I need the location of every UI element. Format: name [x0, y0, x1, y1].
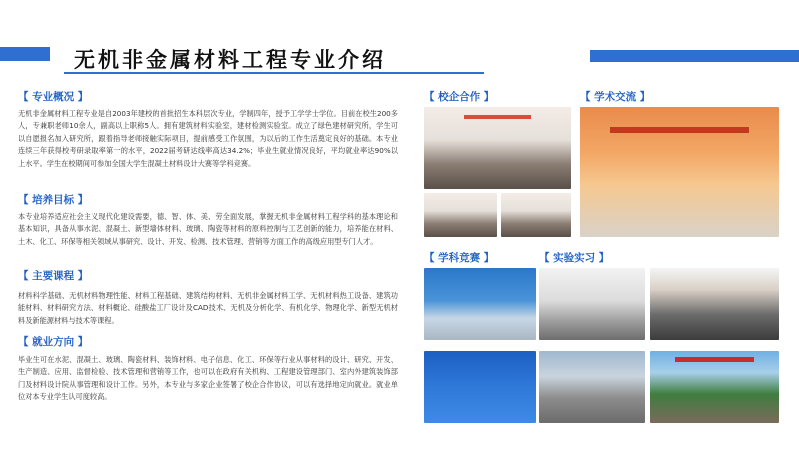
overview-heading: 【 专业概况 】: [18, 91, 89, 103]
school-enterprise-heading: 【 校企合作 】: [424, 91, 495, 103]
internship-group-photo-2: [650, 351, 779, 423]
academic-exchange-photo: [580, 107, 779, 237]
page-title: 无机非金属材料工程专业介绍: [68, 44, 392, 72]
courses-body: 材料科学基础、无机材料物理性能、材料工程基础、建筑结构材料、无机非金属材料工学、无机材料热工设备、建筑功能材料、材料研究方法、材料概论、硅酸盐工厂设计及CAD技术、无机及分析化学、有机化学、物理化学、新型无机材料及新能源材料与技术等课程。: [18, 291, 398, 325]
goals-heading: 【 培养目标 】: [18, 194, 89, 206]
internship-heading: 【 实验实习 】: [539, 252, 610, 264]
header-band-left: [0, 47, 50, 61]
competition-photo-1: [424, 268, 536, 340]
overview-body: 无机非金属材料工程专业是自2003年建校的首批招生本科层次专业，学制四年，授予工学学士学位。目前在校生200多人，专兼职老师10余人，副高以上职称5人。拥有建筑材料实验室，建材检测实验室。成立了绿色建材研究所，学生可以自愿报名加入研究所，跟着指导老师接触实际项目，提前感受工作氛围，为以后的工作生活奠定良好的基础。本专业连续三年获得校考研录取率第一的水平，2022届考研达线率高达34.2%；毕业生就业情况良好，平均就业率达90%以上水平。学生在校期间可参加全国大学生混凝土材料设计大赛等学科竞赛。: [18, 109, 398, 168]
cooperation-photo-small-1: [424, 193, 497, 237]
courses-heading: 【 主要课程 】: [18, 270, 89, 282]
academic-exchange-heading: 【 学术交流 】: [580, 91, 651, 103]
career-body: 毕业生可在水泥、混凝土、玻璃、陶瓷材料、装饰材料、电子信息、化工、环保等行业从事材料的设计、研究、开发、生产制造、应用、监督检验、技术管理和营销等工作，也可以在政府有关机构、工程建设管理部门、室内外建筑装饰部门及材料设计院从事管理和设计工作。另外，本专业与多家企业签署了校企合作协议，可以有选择地定向就业。就业单位对本专业学生认可度较高。: [18, 355, 398, 402]
title-underline: [64, 72, 484, 74]
cooperation-photo-small-2: [501, 193, 571, 237]
header-band-right: [590, 50, 799, 62]
internship-factory-photo: [539, 351, 645, 423]
internship-lab-photo-1: [539, 268, 645, 340]
competition-heading: 【 学科竞赛 】: [424, 252, 495, 264]
career-heading: 【 就业方向 】: [18, 336, 89, 348]
cooperation-meeting-photo: [424, 107, 571, 189]
competition-photo-2: [424, 351, 536, 423]
goals-body: 本专业培养适应社会主义现代化建设需要，德、智、体、美、劳全面发展，掌握无机非金属材料工程学科的基本理论和基本知识，具备从事水泥、混凝土、新型墙体材料、玻璃、陶瓷等材料的原料控制与工艺创新的能力，培养能在材料、土木、化工、环保等相关领域从事研究、设计、开发、检测、技术管理、营销等方面工作的高级应用型专门人才。: [18, 212, 398, 246]
internship-group-photo-1: [650, 268, 779, 340]
